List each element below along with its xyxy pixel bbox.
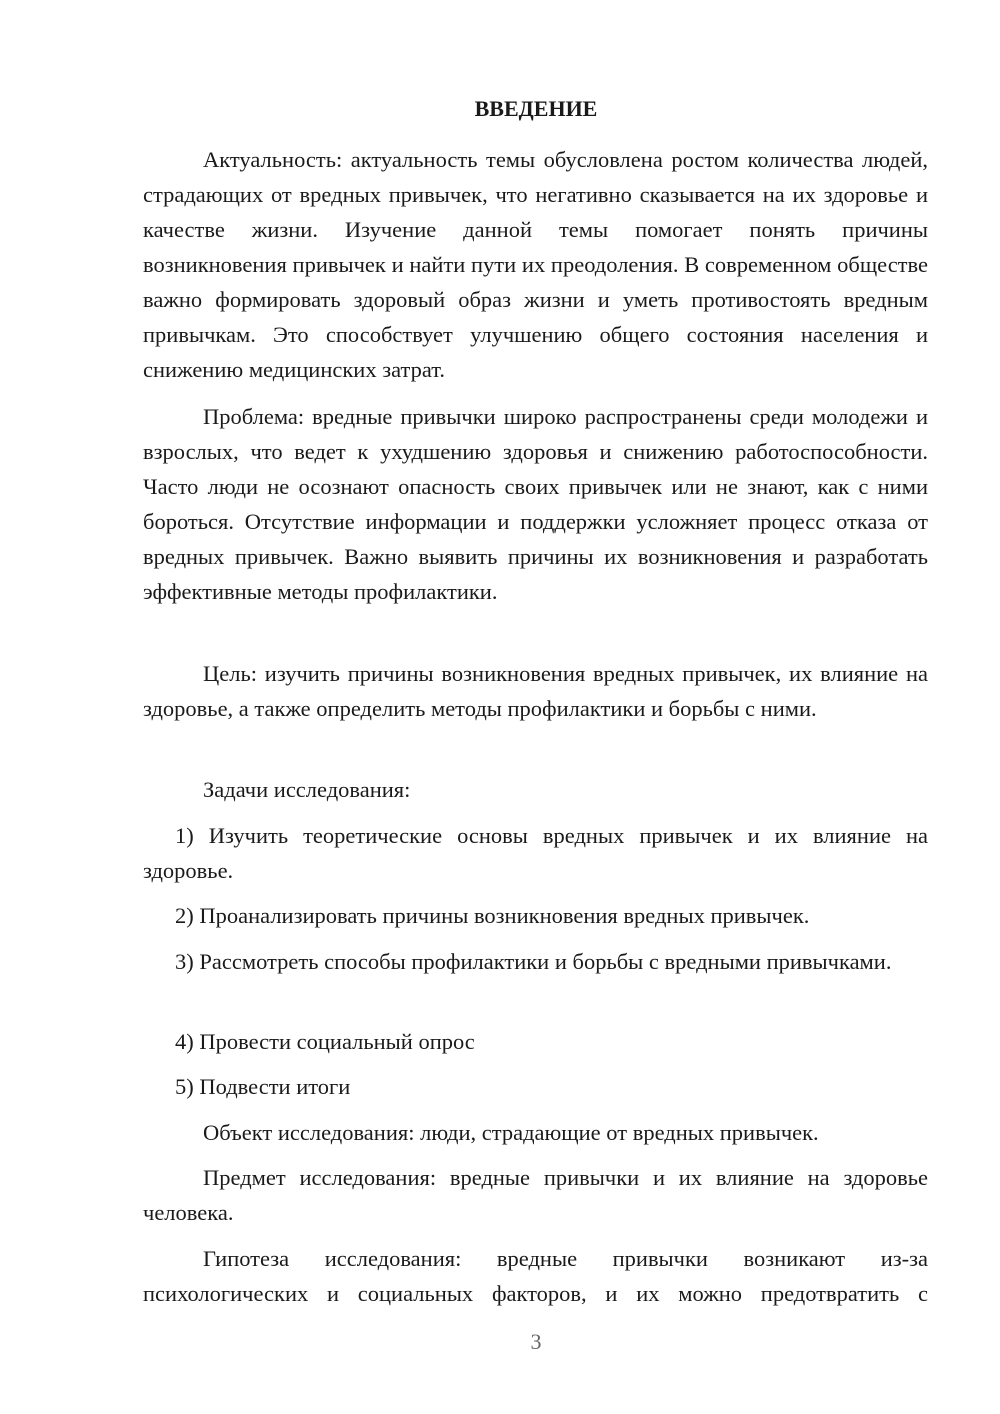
task-item-5: 5) Подвести итоги <box>175 1074 351 1099</box>
task-item-3: 3) Рассмотреть способы профилактики и борьбы с вредными привычками. <box>175 949 892 974</box>
page-number: 3 <box>530 1329 542 1354</box>
page-title: ВВЕДЕНИЕ <box>474 96 598 121</box>
task-item-1: 1) Изучить теоретические основы вредных привычек и их влияние на здоровье. <box>143 823 928 883</box>
task-item-4: 4) Провести социальный опрос <box>175 1029 475 1054</box>
paragraph-hypothesis: Гипотеза исследования: вредные привычки возникают из-за психологических и социальных факторов, и их можно предотвратить с <box>143 1246 928 1306</box>
tasks-title: Задачи исследования: <box>203 777 411 802</box>
paragraph-relevance: Актуальность: актуальность темы обусловлена ростом количества людей, страдающих от вредных привычек, что негативно сказывается на их здоровье и качестве жизни. Изучение данной темы помогает понять причины возникновения привычек и найти пути их преодоления. В современном обществе важно формировать здоровый образ жизни и уметь противостоять вредным привычкам. Это способствует улучшению общего состояния населения и снижению медицинских затрат. <box>143 147 928 382</box>
paragraph-goal: Цель: изучить причины возникновения вредных привычек, их влияние на здоровье, а также определить методы профилактики и борьбы с ними. <box>143 661 928 721</box>
paragraph-problem: Проблема: вредные привычки широко распространены среди молодежи и взрослых, что ведет к ухудшению здоровья и снижению работоспособности. Часто люди не осознают опасность своих привычек или не знают, как с ними бороться. Отсутствие информации и поддержки усложняет процесс отказа от вредных привычек. Важно выявить причины их возникновения и разработать эффективные методы профилактики. <box>143 404 928 604</box>
paragraph-subject: Предмет исследования: вредные привычки и их влияние на здоровье человека. <box>143 1165 928 1225</box>
task-item-2: 2) Проанализировать причины возникновения вредных привычек. <box>175 903 810 928</box>
paragraph-object: Объект исследования: люди, страдающие от вредных привычек. <box>203 1120 819 1145</box>
